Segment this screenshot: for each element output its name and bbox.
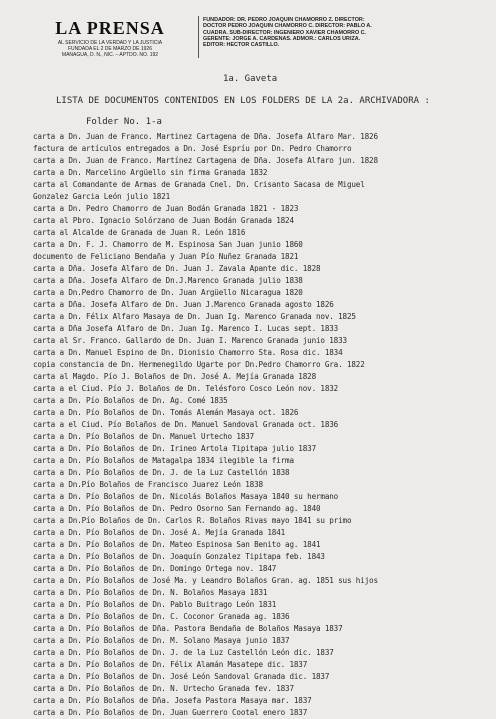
- list-item: carta a Dn. Pío Bolaños de Dn. C. Coconor Granada ag. 1836: [33, 612, 290, 621]
- list-item: carta a Dn. Marcelino Argüello sin firma Granada 1832: [33, 168, 268, 177]
- list-item: carta a Dn. Pío Bolaños de José Ma. y Leandro Bolaños Gran. ag. 1851 sus hijos: [33, 576, 378, 585]
- list-item: carta a Dña Josefa Alfaro de Dn. Juan Ig. Marenco I. Lucas sept. 1833: [33, 324, 339, 333]
- list-item: carta a Dn.Pío Bolaños de Dn. Carlos R. Bolaños Rivas mayo 1841 su primo: [33, 516, 352, 525]
- list-item: carta a Dn. Pío Bolaños de Dn. Tomás Alemán Masaya oct. 1826: [33, 408, 299, 417]
- list-item: carta a Dn. Pío Bolaños de Dn. Manuel Urtecho 1837: [33, 432, 255, 441]
- list-item: carta a Dn. Pío Bolaños de Dn. N. Urtecho Granada fev. 1837: [33, 684, 294, 693]
- list-item: copia constancia de Dn. Hermenegildo Ugarte por Dn.Pedro Chamorro Gra. 1822: [33, 360, 365, 369]
- letterhead-staff: [203, 17, 488, 48]
- list-item: carta a Dña. Josefa Alfaro de Dn.J.Marenco Granada julio 1838: [33, 276, 303, 285]
- list-item: carta al Comandante de Armas de Granada Cnel. Dn. Crisanto Sacasa de Miguel: [33, 180, 365, 189]
- list-item: factura de artículos entregados a Dn. José Espríu por Dn. Pedro Chamorro: [33, 144, 352, 153]
- list-item: carta a Dn. Pedro Chamorro de Juan Bodán Granada 1821 - 1823: [33, 204, 299, 213]
- letterhead-address-line: MANAGUA, D. N., NIC. – APTDO. NO. 192: [61, 52, 159, 58]
- list-item: documento de Feliciano Bendaña y Juan Pío Nuñez Granada 1821: [33, 252, 299, 261]
- list-item: carta a Dn. Pío Bolaños de Dn. Irineo Artola Tipitapa julio 1837: [33, 444, 316, 453]
- list-item: carta a Dn. Pío Bolaños de Dn. J. de la Luz Castellón 1838: [33, 468, 290, 477]
- list-item: carta a Dn.Pío Bolaños de Francisco Juarez León 1838: [33, 480, 263, 489]
- document-list: [33, 131, 493, 719]
- letterhead-motto-line: AL SERVICIO DE LA VERDAD Y LA JUSTICIA: [57, 40, 163, 46]
- letterhead-staff-line: DOCTOR PEDRO JOAQUIN CHAMORRO C. DIRECTOR: PABLO A.: [203, 23, 372, 30]
- list-item: carta a Dn. Pío Bolaños de Dña. Josefa Pastora Masaya mar. 1837: [33, 696, 312, 705]
- list-item: carta al Magdo. Pío J. Bolaños de Dn. José A. Mejía Granada 1828: [33, 372, 316, 381]
- folder-label: Folder No. 1-a: [86, 117, 162, 127]
- newspaper-logo: LA PRENSA: [55, 18, 165, 38]
- list-item: carta a Dn.Pedro Chamorro de Dn. Juan Argüello Nicaragua 1820: [33, 288, 303, 297]
- list-item: carta a Dña. Josefa Alfaro de Dn. Juan J. Zavala Apante dic. 1828: [33, 264, 321, 273]
- list-item: carta a Dn. Pío Bolaños de Matagalpa 1834 ilegible la firma: [33, 456, 294, 465]
- list-item: carta a Dn. Pío Bolaños de Dn. Juan Guerrero Cootal enero 1837: [33, 708, 308, 717]
- letterhead-motto: [24, 40, 196, 58]
- list-item: carta a Dn. Juan de Franco. Martínez Cartagena de Dña. Josefa Alfaro jun. 1828: [33, 156, 378, 165]
- list-item: carta a Dn. Pío Bolaños de Dn. Ag. Comé 1835: [33, 396, 228, 405]
- list-item: carta a Dn. Pío Bolaños de Dn. Nicolás Bolaños Masaya 1840 su hermano: [33, 492, 339, 501]
- letterhead-staff-line: CUADRA. SUB-DIRECTOR: INGENIERO XAVIER CHAMORRO C.: [203, 29, 367, 36]
- list-item: carta al Alcalde de Granada de Juan R. León 1816: [33, 228, 246, 237]
- list-item: carta al Pbro. Ignacio Solórzano de Juan Bodán Granada 1824: [33, 216, 294, 225]
- list-item: carta a Dn. Pío Bolaños de Dn. Pablo Buitrago León 1831: [33, 600, 277, 609]
- list-item: carta a Dn. Pío Bolaños de Dn. M. Solano Masaya junio 1837: [33, 636, 290, 645]
- list-item: carta a Dn. Pío Bolaños de Dn. Joaquín Gonzalez Tipitapa feb. 1843: [33, 552, 325, 561]
- list-item: carta a Dn. Juan de Franco. Martinez Cartagena de Dña. Josefa Alfaro Mar. 1826: [33, 132, 378, 141]
- letterhead-founded-line: FUNDADA EL 2 DE MARZO DE 1926: [67, 46, 152, 52]
- list-item: carta a Dn. Félix Alfaro Masaya de Dn. Juan Ig. Marenco Granada nov. 1825: [33, 312, 356, 321]
- list-item: carta a Dña. Josefa Alfaro de Dn. Juan J.Marenco Granada agosto 1826: [33, 300, 334, 309]
- drawer-label: 1a. Gaveta: [223, 74, 278, 84]
- list-item: carta a el Ciud. Pío Bolaños de Dn. Manuel Sandoval Granada oct. 1836: [33, 420, 339, 429]
- list-item: carta a Dn. F. J. Chamorro de M. Espinosa San Juan junio 1860: [33, 240, 303, 249]
- list-item: carta a Dn. Pío Bolaños de Dn. Pedro Osorno San Fernando ag. 1840: [33, 504, 321, 513]
- list-item: carta a Dn. Pío Bolaños de Dn. Mateo Espinosa San Benito ag. 1841: [33, 540, 321, 549]
- list-item: carta a Dn. Pío Bolaños de Dn. Félix Alamán Masatepe dic. 1837: [33, 660, 308, 669]
- list-item: carta a el Ciud. Pío J. Bolaños de Dn. Telésforo Cosco León nov. 1832: [33, 384, 339, 393]
- letterhead-staff-line: EDITOR: HECTOR CASTILLO.: [203, 42, 280, 49]
- list-item: carta a Dn. Pío Bolaños de Dn. J. de la Luz Castellón León dic. 1837: [33, 648, 334, 657]
- list-item: carta a Dn. Manuel Espino de Dn. Dionisio Chamorro Sta. Rosa dic. 1834: [33, 348, 343, 357]
- list-item: carta a Dn. Pío Bolaños de Dn. José A. Mejía Granada 1841: [33, 528, 286, 537]
- document-title: LISTA DE DOCUMENTOS CONTENIDOS EN LOS FOLDERS DE LA 2a. ARCHIVADORA :: [56, 96, 430, 106]
- letterhead-staff-line: GERENTE: JORGE A. CARDENAS. ADMOR.: CARLOS URIZA.: [203, 35, 361, 42]
- list-item: carta al Sr. Franco. Gallardo de Dn. Juan I. Marenco Granada junio 1833: [33, 336, 347, 345]
- list-item: carta a Dn. Pío Bolaños de Dn. Domingo Ortega nov. 1847: [33, 564, 277, 573]
- list-item: carta a Dn. Pío Bolaños de Dn. N. Bolaños Masaya 1831: [33, 588, 268, 597]
- letterhead-divider: [198, 16, 199, 58]
- letterhead-staff-line: FUNDADOR: DR. PEDRO JOAQUIN CHAMORRO Z. DIRECTOR:: [203, 17, 365, 23]
- list-item: carta a Dn. Pío Bolaños de Dña. Pastora Bendaña de Bolaños Masaya 1837: [33, 624, 343, 633]
- list-item: carta a Dn. Pío Bolaños de Dn. José León Sandoval Granada dic. 1837: [33, 672, 330, 681]
- list-item: Gonzalez Garcia León julio 1821: [33, 192, 171, 201]
